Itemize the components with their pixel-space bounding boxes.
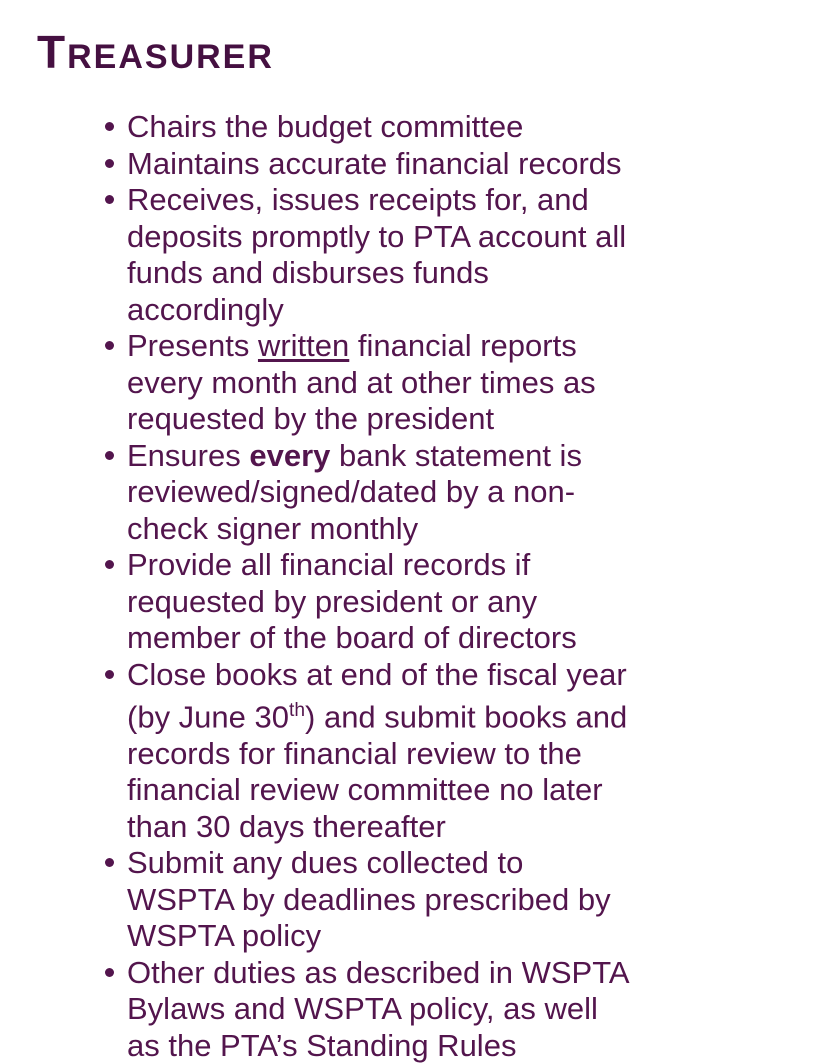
list-item-text: Receives, issues receipts for, and deposits promptly to PTA account all funds and disburses funds accordingly (127, 182, 627, 327)
list-item (127, 845, 636, 955)
list-item-text: financial reports every month and at other times as requested by the president (127, 328, 596, 436)
page-title: TREASURER (37, 26, 274, 78)
list-item (127, 328, 636, 438)
list-item (127, 182, 636, 328)
list-item (127, 146, 636, 183)
list-item-text: Submit any dues collected to WSPTA by deadlines prescribed by WSPTA policy (127, 845, 611, 954)
list-item-text: Presents (127, 328, 258, 363)
list-item (127, 955, 636, 1064)
list-item-text: Ensures (127, 437, 250, 473)
duties-list (0, 109, 636, 1064)
list-item-text: Provide all financial records if requested by president or any member of the board of directors (127, 547, 577, 655)
list-item-text: Close books at end of the fiscal year (by June 30 (127, 656, 627, 735)
list-item-text: Other duties as described in WSPTA Bylaws and WSPTA policy, as well as the PTA’s Standing Rules (127, 954, 628, 1063)
list-item-text: ) and submit books and records for financial review to the financial review committee no later than 30 days thereafter (127, 699, 628, 844)
list-item (127, 657, 636, 846)
list-item (127, 109, 636, 146)
list-item-text: bank statement is reviewed/signed/dated by a non-check signer monthly (127, 437, 582, 546)
list-item-text: Maintains accurate financial records (127, 145, 622, 181)
list-item-text: th (289, 700, 306, 721)
list-item (127, 547, 636, 657)
list-item-text: Chairs the budget committee (127, 109, 524, 144)
list-item (127, 438, 636, 548)
list-item-text: written (257, 328, 350, 363)
list-item-text: every (249, 437, 331, 473)
